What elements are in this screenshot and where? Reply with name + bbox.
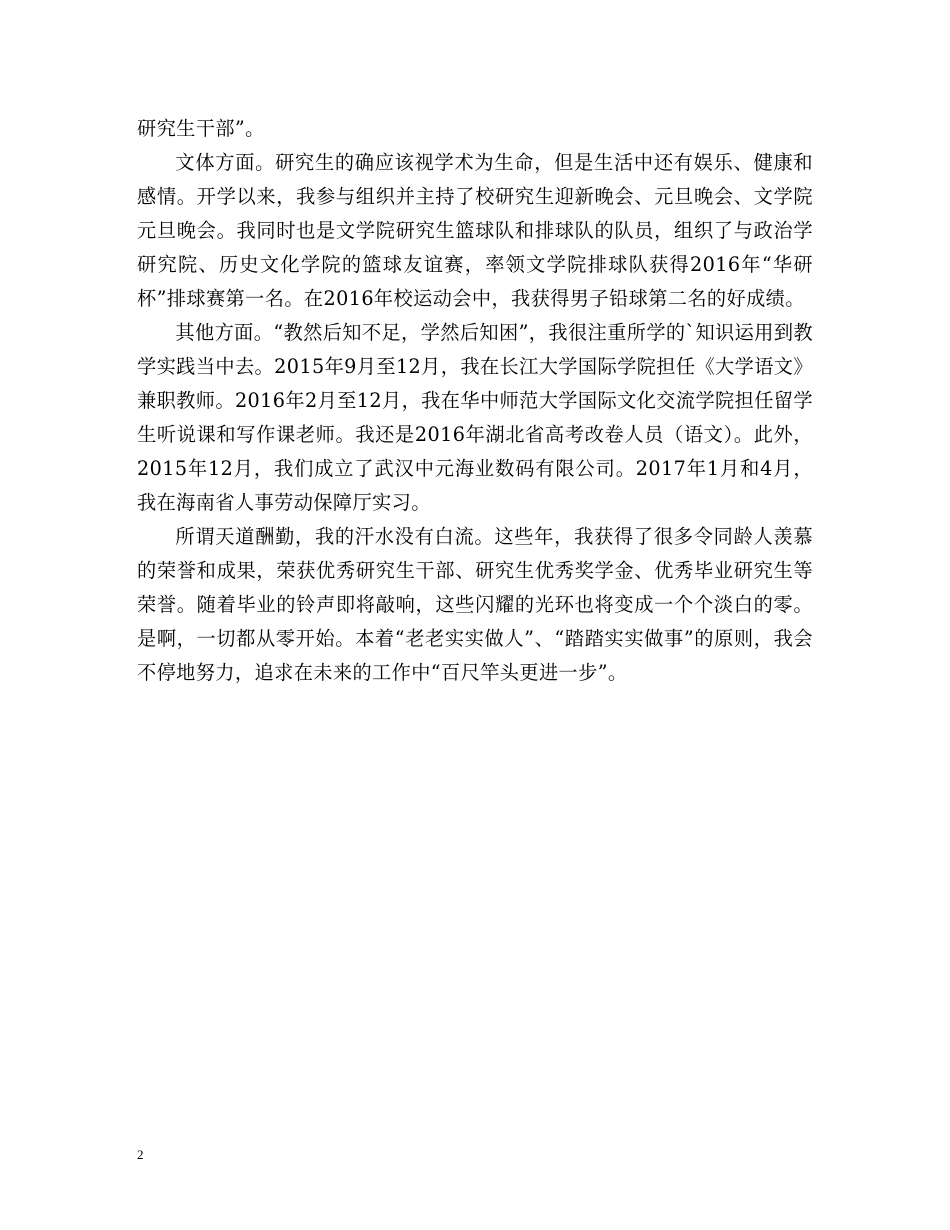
paragraph-continuation: 研究生干部”。 [137,117,265,140]
page-number: 2 [137,1147,144,1162]
paragraph-achievements: 所谓天道酬勤，我的汗水没有白流。这些年，我获得了很多令同龄人羡慕的荣誉和成果，荣获优秀研究生干部、研究生优秀奖学金、优秀毕业研究生等荣誉。随着毕业的铃声即将敲响，这些闪耀的光环也将变成一个个淡白的零。是啊，一切都从零开始。本着“老老实实做人”、“踏踏实实做事”的原则，我会不停地努力，追求在未来的工作中“百尺竿头更进一步”。 [137,525,813,684]
paragraph-other-aspects: 其他方面。“教然后知不足，学然后知困”，我很注重所学的`知识运用到教学实践当中去。2015年9月至12月，我在长江大学国际学院担任《大学语文》兼职教师。2016年2月至12月，我在华中师范大学国际文化交流学院担任留学生听说课和写作课老师。我还是2016年湖北省高考改卷人员（语文）。此外，2015年12月，我们成立了武汉中元海业数码有限公司。2017年1月和4月，我在海南省人事劳动保障厅实习。 [137,321,814,514]
paragraph-sports-culture: 文体方面。研究生的确应该视学术为生命，但是生活中还有娱乐、健康和感情。开学以来，我参与组织并主持了校研究生迎新晚会、元旦晚会、文学院元旦晚会。我同时也是文学院研究生篮球队和排球队的队员，组织了与政治学研究院、历史文化学院的篮球友谊赛，率领文学院排球队获得2016年“华研杯”排球赛第一名。在2016年校运动会中，我获得男子铅球第二名的好成绩。 [137,151,813,310]
body-text [137,112,813,690]
